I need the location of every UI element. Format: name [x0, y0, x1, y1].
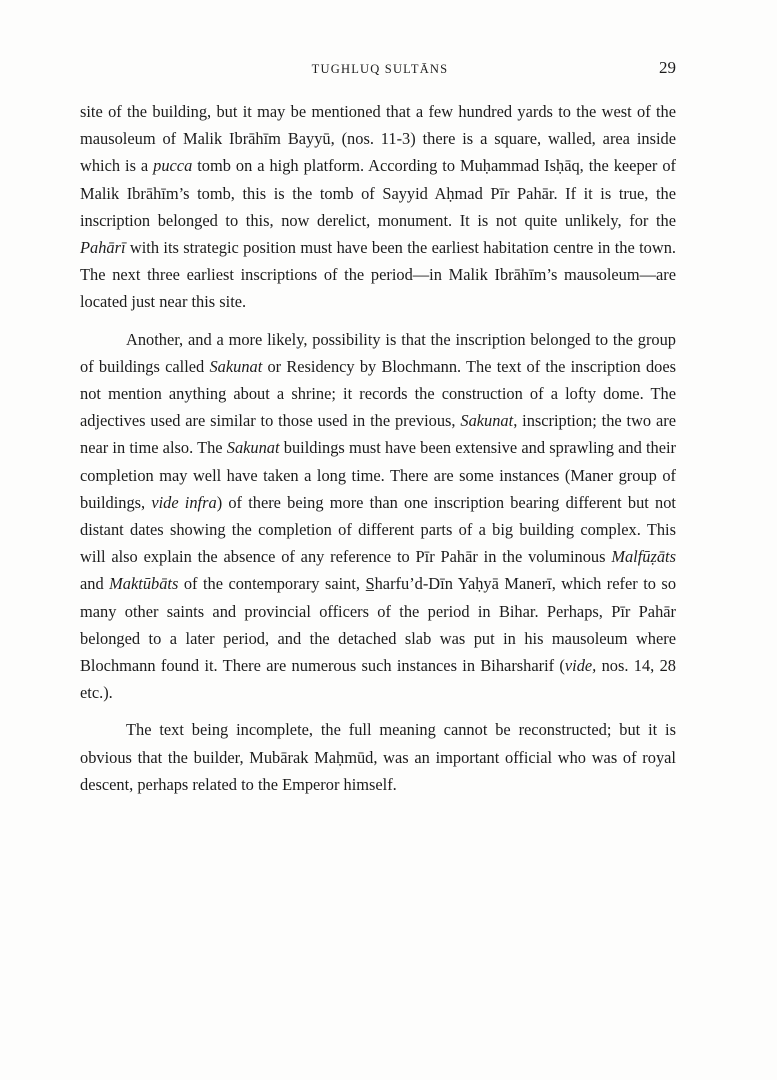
- text-run: The text being incomplete, the full meaning cannot be reconstructed; but it is obvious that the builder, Mubārak Maḥmūd, was an important official who was of royal descent, perhaps related to the Emperor himself.: [80, 720, 676, 794]
- italic-term: Sakunat: [226, 438, 280, 458]
- body-text: [80, 98, 676, 798]
- running-title: TUGHLUQ SULTĀNS: [311, 62, 449, 76]
- text-run: ) of there being more than one inscription bearing different but not distant dates showing the completion of different parts of a big building complex. This will also explain the absence of any reference to Pīr Pahār in the voluminous: [80, 492, 676, 567]
- text-run: or Residency by Blochmann. The text of the inscription does not mention anything about a shrine; it records the construction of a lofty dome. The adjectives used are similar to those used in the previous,: [80, 356, 676, 431]
- page-number: 29: [659, 58, 676, 77]
- text-run: , inscription; the two are near in time also. The: [80, 411, 676, 458]
- text-run: with its strategic position must have been the earliest habitation centre in the town. The next three earliest inscriptions of the period—in Malik Ibrāhīm’s mausoleum—are located just near this site.: [80, 238, 676, 312]
- text-run: site of the building, but it may be mentioned that a few hundred yards to the west of the mausoleum of Malik Ibrāhīm Bayyū, (nos. 11-3) there is a square, walled, area inside which is a: [80, 102, 676, 176]
- italic-term: pucca: [153, 156, 193, 176]
- text-run: Another, and a more likely, possibility is that the inscription belonged to the group of buildings called: [80, 329, 676, 376]
- paragraph-2: [80, 326, 676, 707]
- running-head: [80, 58, 680, 82]
- italic-term: vide infra: [151, 492, 217, 512]
- italic-term: vide,: [564, 656, 597, 676]
- italic-term: Sakunat: [460, 411, 514, 431]
- italic-term: Sakunat: [209, 356, 263, 376]
- text-run: of the contemporary saint, S̲harfu’d-Dīn Yaḥyā Manerī, which refer to so many other saints and provincial officers of the period in Bihar. Perhaps, Pīr Pahār belonged to a later period, and the detached slab was put in his mausoleum where Blochmann found it. There are numerous such instances in Biharsharif (: [80, 574, 677, 676]
- text-run: tomb on a high platform. According to Muḥammad Isḥāq, the keeper of Malik Ibrāhīm’s tomb, this is the tomb of Sayyid Aḥmad Pīr Pahār. If it is true, the inscription belonged to this, now derelict, monument. It is not quite unlikely, for the: [80, 156, 676, 230]
- text-run: buildings must have been extensive and sprawling and their completion may well have taken a long time. There are some instances (Maner group of buildings,: [80, 438, 676, 512]
- italic-term: Pahārī: [80, 238, 126, 258]
- paragraph-3: [80, 716, 676, 798]
- italic-term: Malfūẓāts: [611, 547, 676, 567]
- italic-term: Maktūbāts: [109, 574, 179, 594]
- text-run: nos. 14, 28 etc.).: [80, 656, 676, 703]
- paragraph-1: [80, 98, 676, 316]
- text-run: and: [80, 574, 110, 594]
